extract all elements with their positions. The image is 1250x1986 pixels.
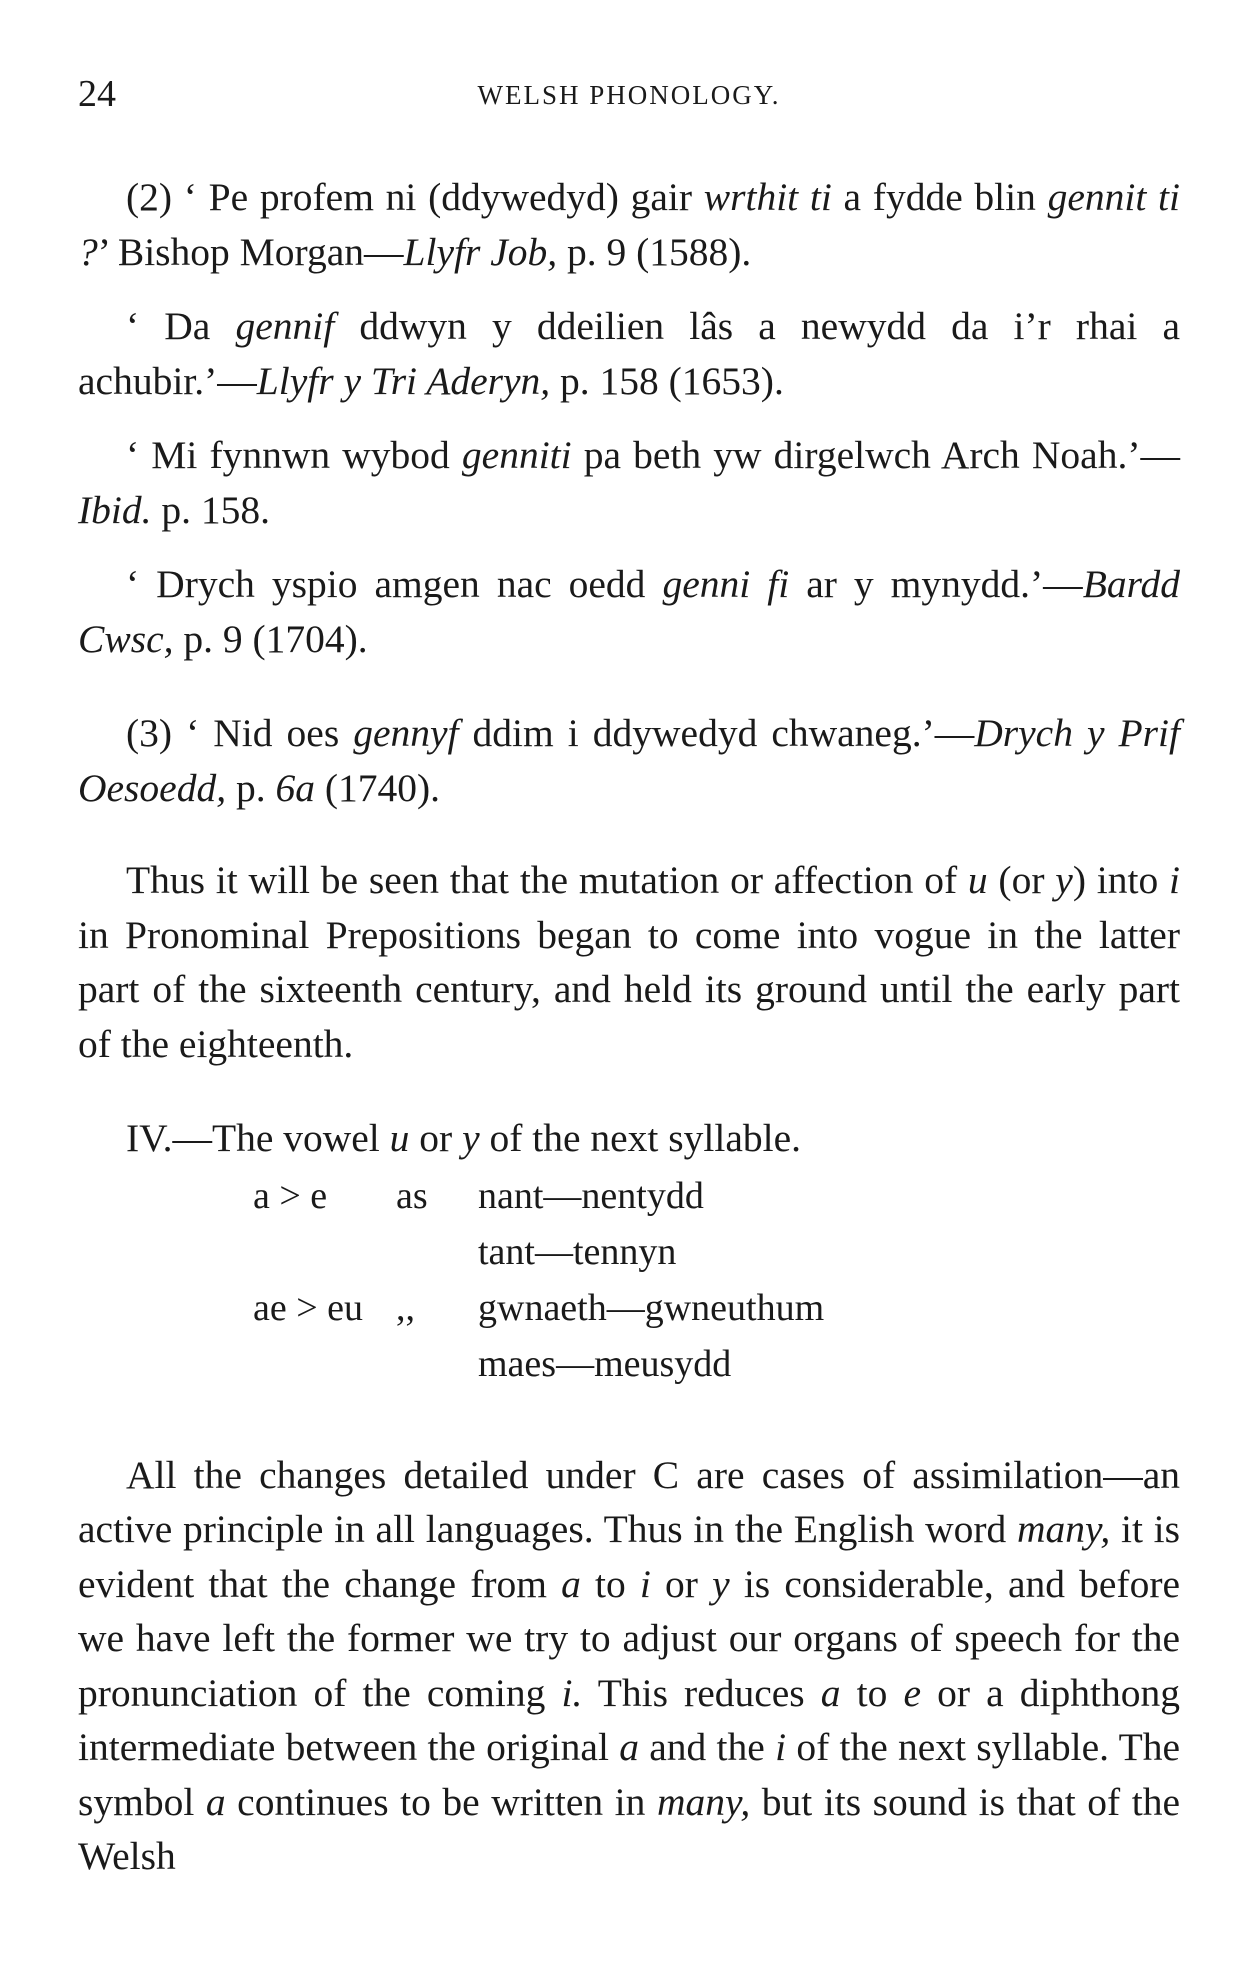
- running-title: WELSH PHONOLOGY.: [477, 80, 781, 110]
- vowel-change: ae > eu: [253, 1286, 364, 1329]
- section-iv-heading: IV.—The vowel u or y of the next syllable.: [126, 1116, 802, 1160]
- page-number: 24: [78, 73, 116, 115]
- section-iv-examples: [78, 1168, 1180, 1392]
- example-2-quote-4: ‘ Drych yspio amgen nac oedd genni fi ar y mynydd.’—Bardd Cwsc, p. 9 (1704).: [78, 562, 1180, 661]
- example-row: [78, 1168, 1180, 1224]
- example-row: [78, 1336, 1180, 1392]
- word-pair: tant—tennyn: [478, 1230, 677, 1273]
- example-2-quote-2: ‘ Da gennif ddwyn y ddeilien lâs a newydd da i’r rhai a achubir.’—Llyfr y Tri Aderyn, p. 158 (1653).: [78, 304, 1180, 403]
- example-3-quote: (3) ‘ Nid oes gennyf ddim i ddywedyd chwaneg.’—Drych y Prif Oesoedd, p. 6a (1740).: [78, 711, 1180, 810]
- assimilation-paragraph: All the changes detailed under C are cases of assimilation—an active principle in all languages. Thus in the English word many, it is evident that the change from a to i or y is considerable, and before we have left the former we try to adjust our organs of speech for the pronunciation of the coming i. This reduces a to e or a diphthong intermediate between the original a and the i of the next syllable. The symbol a continues to be written in many, but its sound is that of the Welsh: [78, 1452, 1181, 1878]
- page-body: [78, 170, 1180, 1884]
- example-row: [78, 1280, 1180, 1336]
- example-2-quote-3: ‘ Mi fynnwn wybod genniti pa beth yw dirgelwch Arch Noah.’—Ibid. p. 158.: [78, 433, 1180, 532]
- example-2-quote-1: (2) ‘ Pe profem ni (ddywedyd) gair wrthit ti a fydde blin gennit ti ?’ Bishop Morgan—Llyfr Job, p. 9 (1588).: [78, 175, 1181, 274]
- example-row: [78, 1224, 1180, 1280]
- word-pair: maes—meusydd: [478, 1342, 732, 1385]
- word-pair: nant—nentydd: [478, 1174, 704, 1217]
- word-pair: gwnaeth—gwneuthum: [478, 1286, 825, 1329]
- summary-paragraph: Thus it will be seen that the mutation or affection of u (or y) into i in Pronominal Prepositions began to come into vogue in the latter part of the sixteenth century, and held its ground until the early part of the eighteenth.: [78, 858, 1180, 1066]
- page-header: [78, 72, 1180, 122]
- vowel-change: a > e: [253, 1174, 328, 1217]
- ditto-marker: ,,: [396, 1286, 415, 1329]
- as-marker: as: [396, 1174, 428, 1217]
